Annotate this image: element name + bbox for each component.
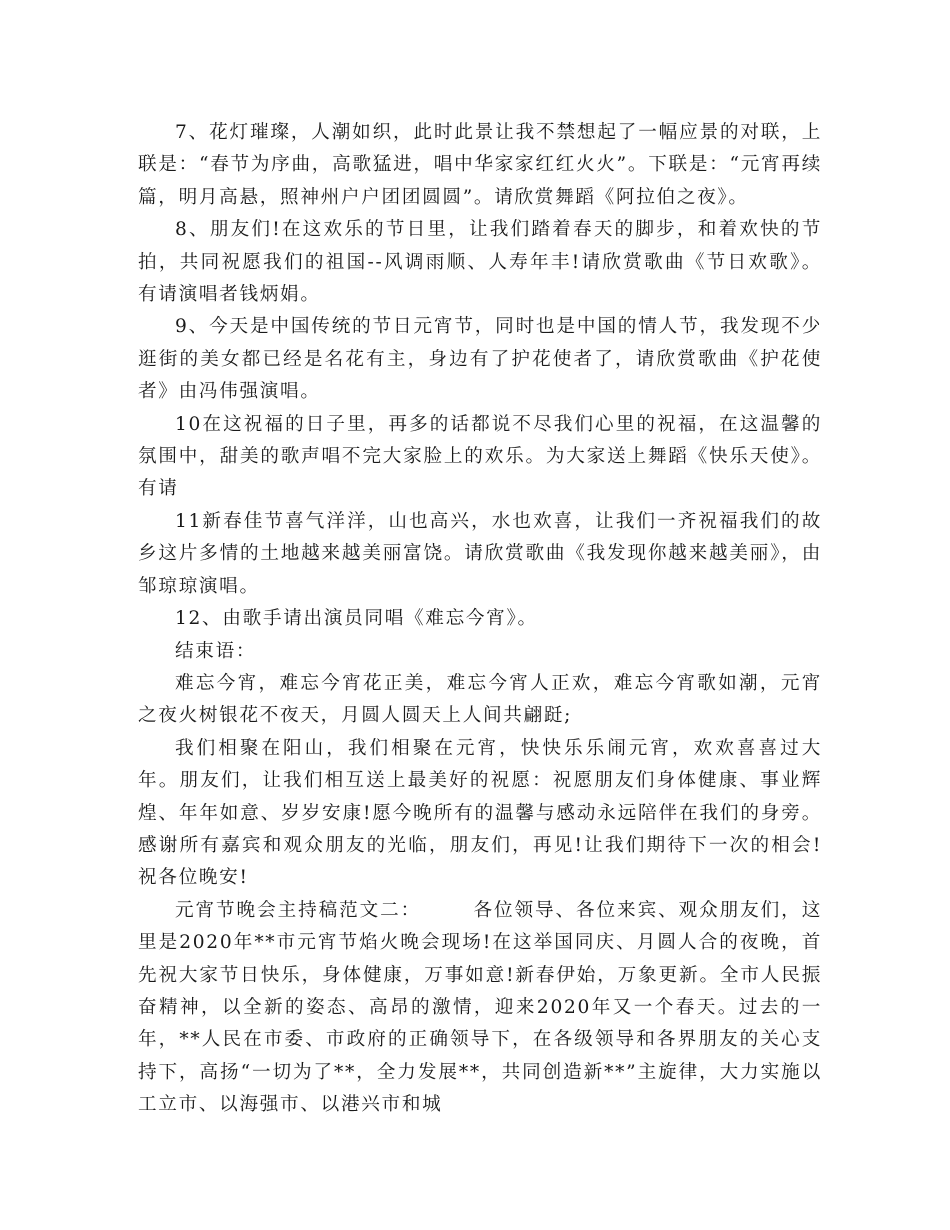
closing-paragraph-1: 难忘今宵，难忘今宵花正美，难忘今宵人正欢，难忘今宵歌如潮，元宵之夜火树银花不夜天，月圆人圆天上人间共翩跹; (138, 672, 822, 727)
closing-paragraph-2: 我们相聚在阳山，我们相聚在元宵，快快乐乐闹元宵，欢欢喜喜过大年。朋友们，让我们相互送上最美好的祝愿：祝愿朋友们身体健康、事业辉煌、年年如意、岁岁安康!愿今晚所有的温馨与感动永远陪伴在我们的身旁。感谢所有嘉宾和观众朋友的光临，朋友们，再见!让我们期待下一次的相会!祝各位晚安! (138, 737, 822, 889)
paragraph-item-11: 11新春佳节喜气洋洋，山也高兴，水也欢喜，让我们一齐祝福我们的故乡这片多情的土地越来越美丽富饶。请欣赏歌曲《我发现你越来越美丽》，由邹琼琼演唱。 (138, 510, 822, 597)
document-body (138, 117, 822, 1122)
paragraph-item-7: 7、花灯璀璨，人潮如织，此时此景让我不禁想起了一幅应景的对联，上联是：“春节为序曲，高歌猛进，唱中华家家红红火火”。下联是：“元宵再续篇，明月高悬，照神州户户团团圆圆”。请欣赏舞蹈《阿拉伯之夜》。 (138, 122, 822, 208)
paragraph-item-9: 9、今天是中国传统的节日元宵节，同时也是中国的情人节，我发现不少逛街的美女都已经是名花有主，身边有了护花使者了，请欣赏歌曲《护花使者》由冯伟强演唱。 (138, 316, 822, 403)
sample-two-opening: 元宵节晚会主持稿范文二： 各位领导、各位来宾、观众朋友们，这里是2020年**市元宵节焰火晚会现场!在这举国同庆、月圆人合的夜晚，首先祝大家节日快乐，身体健康，万事如意!新春伊始，万象更新。全市人民振奋精神，以全新的姿态、高昂的激情，迎来2020年又一个春天。过去的一年，**人民在市委、市政府的正确领导下，在各级领导和各界朋友的关心支持下，高扬“一切为了**，全力发展**，共同创造新**”主旋律，大力实施以工立市、以海强市、以港兴市和城 (138, 899, 822, 1116)
paragraph-item-10: 10在这祝福的日子里，再多的话都说不尽我们心里的祝福，在这温馨的氛围中，甜美的歌声唱不完大家脸上的欢乐。为大家送上舞蹈《快乐天使》。有请 (138, 413, 822, 500)
paragraph-item-12: 12、由歌手请出演员同唱《难忘今宵》。 (175, 608, 538, 630)
paragraph-item-8: 8、朋友们!在这欢乐的节日里，让我们踏着春天的脚步，和着欢快的节拍，共同祝愿我们的祖国--风调雨顺、人寿年丰!请欣赏歌曲《节日欢歌》。有请演唱者钱炳娟。 (138, 219, 822, 306)
closing-heading: 结束语： (175, 640, 257, 662)
